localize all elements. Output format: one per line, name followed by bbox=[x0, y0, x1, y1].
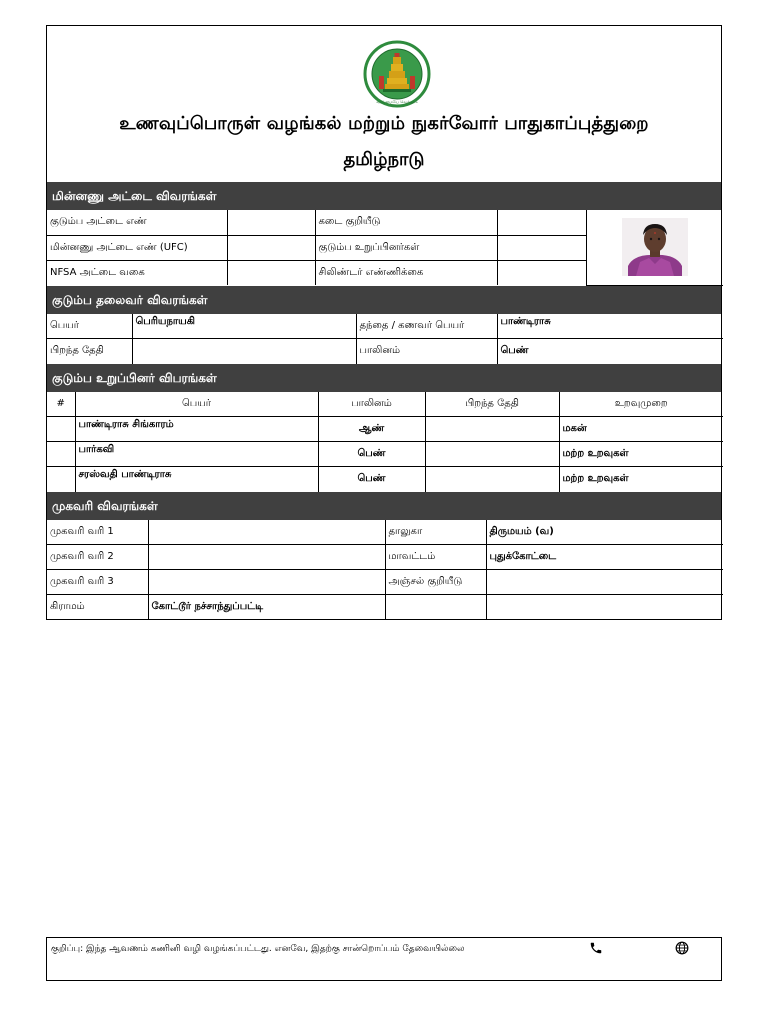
address-row bbox=[47, 545, 723, 570]
dob-label: பிறந்த தேதி bbox=[47, 339, 132, 364]
member-name: பாண்டிராசு சிங்காரம் bbox=[75, 417, 318, 442]
family-head-header: குடும்ப தலைவர் விவரங்கள் bbox=[47, 286, 721, 314]
address-line2-label: முகவரி வரி 2 bbox=[47, 545, 148, 570]
name-label: பெயர் bbox=[47, 314, 132, 339]
family-members-label: குடும்ப உறுப்பினர்கள் bbox=[315, 235, 497, 260]
address-line1-label: முகவரி வரி 1 bbox=[47, 520, 148, 545]
member-gender: பெண் bbox=[318, 442, 425, 467]
empty-label bbox=[385, 595, 486, 620]
member-dob bbox=[425, 417, 559, 442]
district-label: மாவட்டம் bbox=[385, 545, 486, 570]
member-relation: மற்ற உறவுகள் bbox=[559, 467, 723, 492]
address-row bbox=[47, 520, 723, 545]
card-details-header: மின்னணு அட்டை விவரங்கள் bbox=[47, 182, 721, 210]
cardholder-photo bbox=[622, 218, 688, 276]
members-table bbox=[47, 392, 723, 492]
state-title: தமிழ்நாடு bbox=[343, 149, 425, 170]
card-number-label: குடும்ப அட்டை எண் bbox=[47, 210, 227, 235]
member-name: பார்கவி bbox=[75, 442, 318, 467]
footer bbox=[46, 937, 722, 981]
col-name: பெயர் bbox=[75, 392, 318, 417]
family-head-table bbox=[47, 314, 723, 364]
shop-code-label: கடை குறியீடு bbox=[315, 210, 497, 235]
taluk-label: தாலுகா bbox=[385, 520, 486, 545]
member-number bbox=[47, 442, 75, 467]
gender-value: பெண் bbox=[497, 339, 723, 364]
head-row bbox=[47, 314, 723, 339]
member-gender: பெண் bbox=[318, 467, 425, 492]
card-number-value bbox=[227, 210, 315, 235]
family-members-value bbox=[497, 235, 586, 260]
table-row bbox=[47, 417, 723, 442]
nfsa-type-label: NFSA அட்டை வகை bbox=[47, 260, 227, 285]
ufc-number-label: மின்னணு அட்டை எண் (UFC) bbox=[47, 235, 227, 260]
address-line1-value bbox=[148, 520, 385, 545]
card-row bbox=[47, 210, 723, 235]
footer-note: குறிப்பு: இந்த ஆவணம் கணினி வழி வழங்கப்பட்டது. எனவே, இதற்கு சான்றொப்பம் தேவையில்லை bbox=[51, 944, 465, 954]
cylinder-count-label: சிலிண்டர் எண்ணிக்கை bbox=[315, 260, 497, 285]
address-line2-value bbox=[148, 545, 385, 570]
col-dob: பிறந்த தேதி bbox=[425, 392, 559, 417]
col-gender: பாலினம் bbox=[318, 392, 425, 417]
address-table bbox=[47, 520, 723, 620]
name-value: பெரியநாயகி bbox=[132, 314, 356, 339]
tamil-nadu-emblem bbox=[363, 40, 431, 108]
member-number bbox=[47, 467, 75, 492]
dob-value bbox=[132, 339, 356, 364]
svg-text:வாய்மையே வெல்லும்: வாய்மையே வெல்லும் bbox=[376, 99, 418, 104]
member-relation: மகன் bbox=[559, 417, 723, 442]
ration-card-sheet bbox=[46, 25, 722, 620]
nfsa-type-value bbox=[227, 260, 315, 285]
address-row bbox=[47, 595, 723, 620]
father-husband-label: தந்தை / கணவர் பெயர் bbox=[356, 314, 497, 339]
member-dob bbox=[425, 467, 559, 492]
member-number bbox=[47, 417, 75, 442]
cylinder-count-value bbox=[497, 260, 586, 285]
card-details-table bbox=[47, 210, 723, 286]
district-value: புதுக்கோட்டை bbox=[486, 545, 723, 570]
phone-icon bbox=[589, 941, 603, 955]
member-name: சரஸ்வதி பாண்டிராசு bbox=[75, 467, 318, 492]
header bbox=[47, 26, 721, 182]
photo-cell bbox=[586, 210, 723, 285]
address-line3-value bbox=[148, 570, 385, 595]
shop-code-value bbox=[497, 210, 586, 235]
address-line3-label: முகவரி வரி 3 bbox=[47, 570, 148, 595]
member-dob bbox=[425, 442, 559, 467]
table-row bbox=[47, 467, 723, 492]
address-header: முகவரி விவரங்கள் bbox=[47, 492, 721, 520]
pincode-label: அஞ்சல் குறியீடு bbox=[385, 570, 486, 595]
table-row bbox=[47, 442, 723, 467]
members-header: குடும்ப உறுப்பினர் விபரங்கள் bbox=[47, 364, 721, 392]
village-label: கிராமம் bbox=[47, 595, 148, 620]
col-number: # bbox=[47, 392, 75, 417]
ufc-number-value bbox=[227, 235, 315, 260]
globe-icon bbox=[675, 941, 689, 955]
pincode-value bbox=[486, 570, 723, 595]
member-relation: மற்ற உறவுகள் bbox=[559, 442, 723, 467]
taluk-value: திருமயம் (வ) bbox=[486, 520, 723, 545]
father-husband-value: பாண்டிராசு bbox=[497, 314, 723, 339]
village-value: கோட்டூர் நச்சாந்துப்பட்டி bbox=[148, 595, 385, 620]
empty-value bbox=[486, 595, 723, 620]
head-row bbox=[47, 339, 723, 364]
col-relation: உறவுமுறை bbox=[559, 392, 723, 417]
gender-label: பாலினம் bbox=[356, 339, 497, 364]
address-row bbox=[47, 570, 723, 595]
member-gender: ஆண் bbox=[318, 417, 425, 442]
department-title: உணவுப்பொருள் வழங்கல் மற்றும் நுகர்வோர் பாதுகாப்புத்துறை bbox=[119, 113, 649, 134]
members-header-row bbox=[47, 392, 723, 417]
